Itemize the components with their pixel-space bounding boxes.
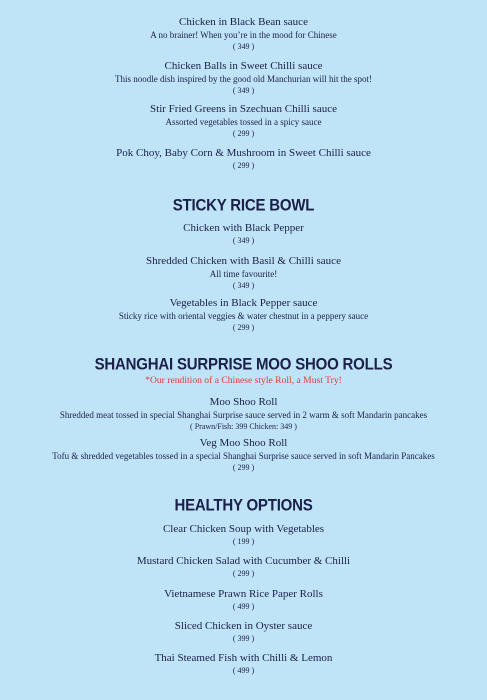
item-price: ( 349 ) bbox=[232, 86, 255, 95]
item-description: All time favourite! bbox=[209, 269, 278, 279]
item-price: ( 399 ) bbox=[232, 634, 255, 643]
item-name: Chicken with Black Pepper bbox=[183, 222, 304, 234]
menu-item-shredded-chicken-basil bbox=[0, 255, 487, 292]
item-price: ( 299 ) bbox=[232, 129, 255, 138]
item-name: Chicken Balls in Sweet Chilli sauce bbox=[164, 60, 323, 72]
item-description: Sticky rice with oriental veggies & water chestnut in a peppery sauce bbox=[118, 311, 369, 321]
item-name: Thai Steamed Fish with Chilli & Lemon bbox=[154, 652, 333, 664]
item-price: ( 349 ) bbox=[232, 281, 255, 290]
item-name: Veg Moo Shoo Roll bbox=[199, 437, 288, 449]
item-name: Vietnamese Prawn Rice Paper Rolls bbox=[164, 588, 323, 600]
item-price: ( 299 ) bbox=[232, 323, 255, 332]
item-name: Pok Choy, Baby Corn & Mushroom in Sweet Chilli sauce bbox=[116, 147, 371, 159]
item-name: Vegetables in Black Pepper sauce bbox=[169, 297, 318, 309]
menu-item-mustard-chicken-salad bbox=[0, 555, 487, 580]
menu-item-vietnamese-prawn-rolls bbox=[0, 588, 487, 613]
item-name: Stir Fried Greens in Szechuan Chilli sauce bbox=[150, 103, 337, 115]
menu-item-pok-choy bbox=[0, 147, 487, 172]
item-description: Assorted vegetables tossed in a spicy sauce bbox=[165, 117, 322, 127]
item-name: Moo Shoo Roll bbox=[209, 396, 278, 408]
item-name: Sliced Chicken in Oyster sauce bbox=[174, 620, 313, 632]
item-price: ( 299 ) bbox=[232, 463, 255, 472]
item-description: This noodle dish inspired by the good old Manchurian will hit the spot! bbox=[115, 74, 372, 84]
item-name: Chicken in Black Bean sauce bbox=[179, 16, 308, 28]
menu-item-chicken-black-pepper bbox=[0, 222, 487, 247]
item-price: ( 299 ) bbox=[232, 161, 255, 170]
item-description: Tofu & shredded vegetables tossed in a special Shanghai Surprise sauce served in soft Mandarin Pancakes bbox=[52, 451, 435, 461]
item-price: ( Prawn/Fish: 399 Chicken: 349 ) bbox=[190, 422, 297, 431]
menu-item-stir-fried-greens bbox=[0, 103, 487, 140]
menu-item-vegetables-black-pepper bbox=[0, 297, 487, 334]
item-price: ( 199 ) bbox=[232, 537, 255, 546]
menu-item-moo-shoo-roll bbox=[0, 396, 487, 433]
item-description: Shredded meat tossed in special Shanghai Surprise sauce served in 2 warm & soft Mandarin pancakes bbox=[59, 410, 428, 420]
menu-item-chicken-balls bbox=[0, 60, 487, 97]
section-note: *Our rendition of a Chinese style Roll, a Must Try! bbox=[145, 375, 342, 386]
item-price: ( 349 ) bbox=[232, 42, 255, 51]
menu-item-chicken-black-bean bbox=[0, 16, 487, 53]
item-name: Mustard Chicken Salad with Cucumber & Chilli bbox=[136, 555, 351, 567]
item-name: Clear Chicken Soup with Vegetables bbox=[162, 523, 325, 535]
section-heading-healthy-options: HEALTHY OPTIONS bbox=[174, 495, 313, 516]
menu-item-sliced-chicken-oyster bbox=[0, 620, 487, 645]
menu-item-veg-moo-shoo-roll bbox=[0, 437, 487, 474]
item-price: ( 499 ) bbox=[232, 602, 255, 611]
menu-item-clear-chicken-soup bbox=[0, 523, 487, 548]
item-name: Shredded Chicken with Basil & Chilli sauce bbox=[146, 255, 341, 267]
section-heading-sticky-rice-bowl: STICKY RICE BOWL bbox=[172, 195, 315, 216]
item-price: ( 499 ) bbox=[232, 666, 255, 675]
item-price: ( 349 ) bbox=[232, 236, 255, 245]
menu-item-thai-steamed-fish bbox=[0, 652, 487, 677]
item-description: A no brainer! When you’re in the mood for Chinese bbox=[150, 30, 337, 40]
section-heading-shanghai-surprise: SHANGHAI SURPRISE MOO SHOO ROLLS bbox=[94, 354, 393, 375]
item-price: ( 299 ) bbox=[232, 569, 255, 578]
